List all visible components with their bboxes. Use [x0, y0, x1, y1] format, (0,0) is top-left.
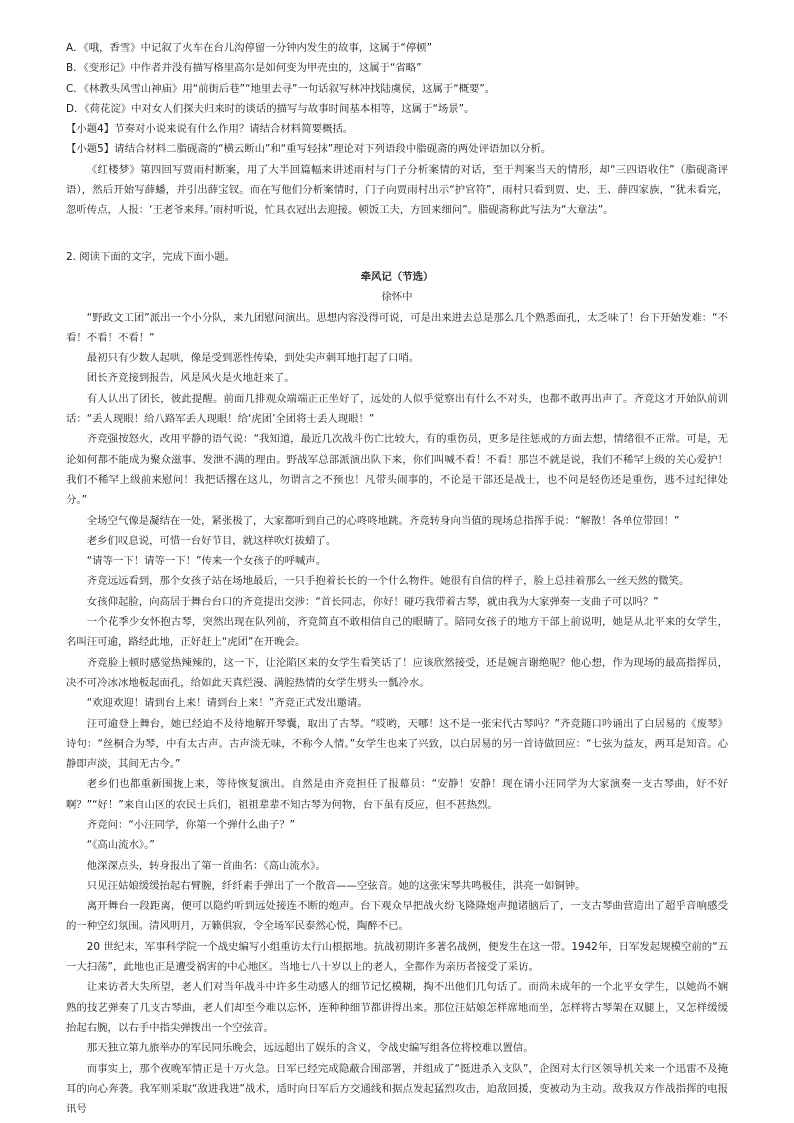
passage-paragraph: 齐竞强按怒火，改用平静的语气说：“我知道，最近几次战斗伤亡比较大，有的重伤员，更多是往惩戒的方面去想，情绪很不正常。可是，无论如何都不能成为聚众滋事、发泄不满的理由。野战军总部派演出队下来，你们叫喊不看！不看！那岂不就是说，我们不稀罕上级的关心爱护！我们不稀罕上级前来慰问！我把话撂在这儿，勿谓言之不预也！凡带头闹事的，不论是干部还是战士，也不问是轻伤还是重伤，逃不过纪律处分。” — [66, 433, 728, 507]
passage-paragraph: 老乡们叹息说，可惜一台好节目，就这样吹灯拔蜡了。 — [86, 534, 337, 547]
section-2-intro: 2. 阅读下面的文字，完成下面小题。 — [66, 250, 236, 263]
passage-paragraph: 齐竞远远看到，那个女孩子站在场地最后，一只手抱着长长的一个什么物件。她很有自信的样子，脸上总挂着那么一丝天然的微笑。 — [86, 575, 690, 588]
passage-paragraph: 离开舞台一段距离，便可以隐约听到远处接连不断的炮声。台下观众早把战火纷飞隆隆炮声抛诸脑后了，一支古琴曲营造出了超乎音响感受的一种空幻氛围。清风明月，万籁俱寂，令全场军民泰然心悦，陶醉不已。 — [66, 900, 728, 933]
passage-paragraph: 而事实上，那个夜晚军情正是十万火急。日军已经完成隐蔽合围部署，并组成了“挺进杀入支队”，企图对太行区领导机关来一个迅雷不及掩耳的向心奔袭。我军则采取“敌进我进”战术，适时向日军后方交通线和据点发起猛烈攻击，迫敌回援，变被动为主动。敌我双方作战指挥的电报讯号 — [66, 1062, 728, 1116]
passage-paragraph: 他深深点头，转身报出了第一首曲名：《高山流水》。 — [86, 859, 326, 872]
passage-paragraph: “《高山流水》。” — [86, 839, 155, 852]
passage-paragraph: “请等一下！请等一下！”传来一个女孩子的呼喊声。 — [86, 555, 327, 568]
passage-paragraph: 团长齐竞接到报告，风是风火是火地赶来了。 — [86, 372, 295, 385]
passage-paragraph: 让来访者大失所望，老人们对当年战斗中许多生动感人的细节记忆模糊，掏不出他们几句话了。而尚未成年的一个北平女学生，以她尚不娴熟的技艺弹奏了几支古琴曲，老人们却至今难以忘怀，连种种细节都讲得出来。那位汪姑娘怎样席地而坐，怎样将古琴架在双腿上，又怎样缓缓抬起右腕，以右手中指尖弹拨出一个空弦音。 — [66, 981, 728, 1034]
passage-paragraph: 一个花季少女怀抱古琴，突然出现在队列前，齐竞简直不敢相信自己的眼睛了。陪同女孩子的地方干部上前说明，她是从北平来的女学生，名叫汪可逾，路经此地，正好赶上“虎团”在开晚会。 — [66, 616, 728, 649]
option-a: A．《哦，香雪》中记叙了火车在台儿沟停留一分钟内发生的故事，这属于“停顿” — [66, 42, 432, 54]
passage-paragraph: 汪可逾登上舞台，她已经迫不及待地解开琴囊，取出了古琴。“哎哟，天哪！这不是一张宋代古琴吗？”齐竞随口吟诵出了白居易的《废琴》诗句：“丝桐合为琴，中有太古声。古声淡无味，不称今人情。”女学生也来了兴致，以白居易的另一首诗做回应：“七弦为益友，两耳是知音。心静即声淡，其间无古今。” — [66, 717, 728, 771]
passage-body — [66, 308, 728, 1120]
option-b: B．《变形记》中作者并没有描写格里高尔是如何变为甲壳虫的，这属于“省略” — [66, 62, 422, 75]
passage-paragraph: 只见汪姑娘缓缓抬起右臂腕，纤纤素手弹出了一个散音——空弦音。她的这张宋琴共鸣极佳，洪亮一如铜钟。 — [86, 879, 586, 892]
option-c: C．《林教头风雪山神庙》用“前街后巷”“地里去寻”一句话叙写林冲找陆虞侯，这属于“概要”。 — [66, 82, 496, 95]
question-5: 【小题5】请结合材料二脂砚斋的“横云断山”和“重写轻抹”理论对下列语段中脂砚斋的两处评语加以分析。 — [66, 143, 552, 156]
passage-paragraph: 齐竞脸上顿时感觉热辣辣的，这一下，让沦陷区来的女学生看笑话了！应该欣然接受，还是婉言谢绝呢？他心想，作为现场的最高指挥员，决不可冷冰冰地板起面孔，给如此天真烂漫、满腔热情的女学生劈头一瓢冷水。 — [66, 656, 728, 689]
passage-paragraph: “野政文工团”派出一个小分队，来九团慰问演出。思想内容没得可说，可是出来进去总是那么几个熟悉面孔，太乏味了！台下开始发难：“不看！不看！不看！” — [66, 311, 728, 344]
question-5-passage: 《红楼梦》第四回写贾雨村断案，用了大半回篇幅来讲述雨村与门子分析案情的对话，至于判案当天的情形，却“三四语收住”（脂砚斋评语），然后开始写薛蟠，并引出薛宝钗。而在写他们分析案情时，门子向贾雨村出示“护官符”，雨村只看到贾、史、王、薛四家族，“犹未看完，忽听传点，人报：‘王老爷来拜。’雨村听说，忙具衣冠出去迎接。顿饭工夫，方回来细问”。脂砚斋称此写法为“大章法”。 — [66, 163, 728, 217]
section-gap — [66, 221, 728, 247]
passage-paragraph: 老乡们也都重新围拢上来，等待恢复演出。自然是由齐竞担任了报幕员：“安静！安静！现在请小汪同学为大家演奏一支古琴曲，好不好啊？”“好！”来自山区的农民士兵们，祖祖辈辈不知古琴为何物，台下虽有反应，但不甚热烈。 — [66, 778, 728, 811]
passage-paragraph: “欢迎欢迎！请到台上来！请到台上来！”齐竞正式发出邀请。 — [86, 697, 368, 710]
passage-paragraph: 有人认出了团长，彼此提醒。前面几排观众端端正正坐好了，远处的人似乎觉察出有什么不对头，也都不敢再出声了。齐竞这才开始队前训话：“丢人现眼！给八路军丢人现眼！给‘虎团’全团将士丢人现眼！” — [66, 392, 728, 426]
question-4: 【小题4】节奏对小说来说有什么作用？请结合材料简要概括。 — [66, 123, 354, 136]
option-d: D．《荷花淀》中对女人们探夫归来时的谈话的描写与故事时间基本相等，这属于“场景”。 — [66, 102, 475, 115]
passage-paragraph: 齐竞问：“小汪同学，你第一个弹什么曲子？” — [86, 818, 295, 831]
passage-paragraph: 最初只有少数人起哄，像是受到恶性传染，到处尖声刺耳地打起了口哨。 — [86, 352, 420, 365]
passage-paragraph: 20 世纪末，军事科学院一个战史编写小组重访太行山根据地。抗战初期许多著名战例，便发生在这一带。1942年，日军发起规模空前的“五一大扫荡”，此地也正是遭受祸害的中心地区。当地七八十岁以上的老人，全都作为亲历者接受了采访。 — [66, 940, 728, 974]
question-options — [66, 38, 728, 119]
passage-title: 牵风记（节选） — [360, 270, 434, 283]
passage-paragraph: 那天独立第九旅举办的军民同乐晚会，远远超出了娱乐的含义，令战史编写组各位将校难以置信。 — [86, 1042, 534, 1055]
passage-author: 徐怀中 — [381, 291, 413, 304]
passage-paragraph: 全场空气像是凝结在一处，紧张极了，大家都听到自己的心咚咚地跳。齐竞转身向当值的现场总指挥手说：“解散！各单位带回！” — [86, 514, 680, 527]
passage-paragraph: 女孩仰起脸，向高居于舞台台口的齐竞提出交涉：“首长同志，你好！碰巧我带着古琴，就由我为大家弹奏一支曲子可以吗？” — [86, 595, 659, 608]
